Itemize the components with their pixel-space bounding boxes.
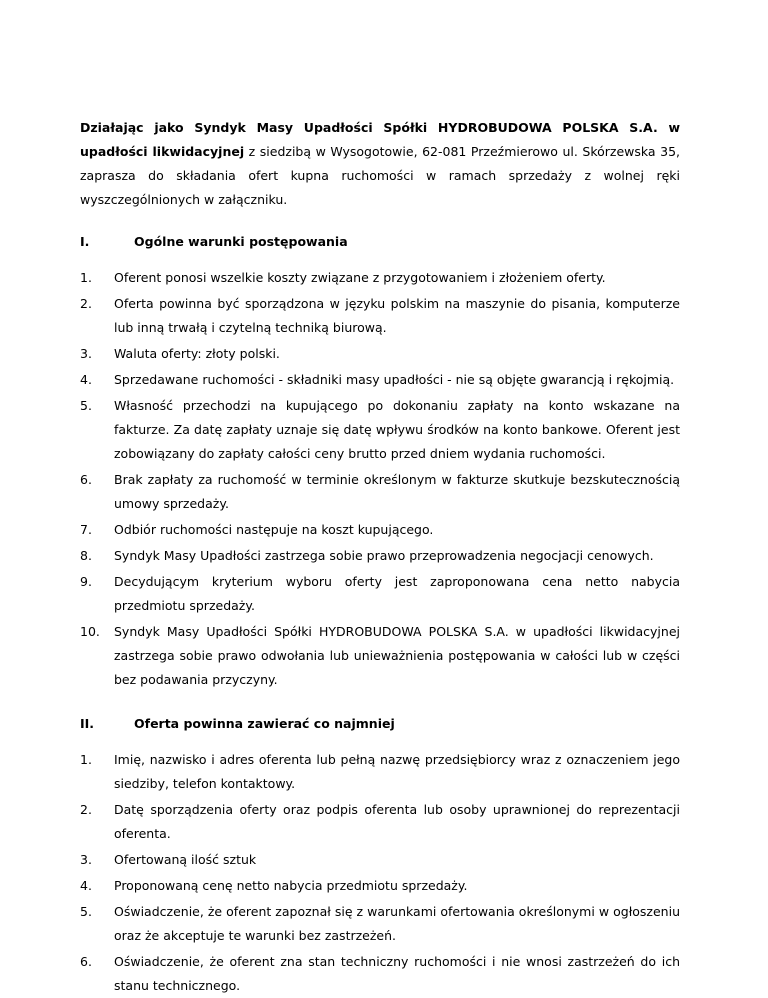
- item-number: 5.: [80, 398, 92, 413]
- list-item: [80, 748, 680, 796]
- item-text: Proponowaną cenę netto nabycia przedmiotu sprzedaży.: [114, 878, 468, 893]
- item-number: 3.: [80, 346, 92, 361]
- section-heading-2: [80, 712, 680, 736]
- list-item: [80, 468, 680, 516]
- list-item: [80, 848, 680, 872]
- list-item: [80, 798, 680, 846]
- item-number: 2.: [80, 296, 92, 311]
- list-item: [80, 292, 680, 340]
- list-item: [80, 950, 680, 998]
- item-number: 5.: [80, 904, 92, 919]
- item-text: Oferta powinna być sporządzona w języku polskim na maszynie do pisania, komputerze lub inną trwałą i czytelną techniką biurową.: [114, 296, 680, 335]
- intro-paragraph: [80, 116, 680, 212]
- list-item: [80, 394, 680, 466]
- list-item: [80, 544, 680, 568]
- item-text: Oferent ponosi wszelkie koszty związane z przygotowaniem i złożeniem oferty.: [114, 270, 606, 285]
- item-text: Sprzedawane ruchomości - składniki masy upadłości - nie są objęte gwarancją i rękojmią.: [114, 372, 675, 387]
- item-text: Imię, nazwisko i adres oferenta lub pełną nazwę przedsiębiorcy wraz z oznaczeniem jego siedziby, telefon kontaktowy.: [114, 752, 680, 791]
- item-number: 4.: [80, 372, 92, 387]
- item-text: Syndyk Masy Upadłości zastrzega sobie prawo przeprowadzenia negocjacji cenowych.: [114, 548, 654, 563]
- item-text: Oświadczenie, że oferent zapoznał się z warunkami ofertowania określonymi w ogłoszeniu oraz że akceptuje te warunki bez zastrzeżeń.: [114, 904, 680, 943]
- item-number: 1.: [80, 270, 92, 285]
- item-number: 1.: [80, 752, 92, 767]
- list-item: [80, 874, 680, 898]
- section-heading-1: [80, 230, 680, 254]
- item-number: 6.: [80, 472, 92, 487]
- item-text: Odbiór ruchomości następuje na koszt kupującego.: [114, 522, 434, 537]
- item-text: Brak zapłaty za ruchomość w terminie określonym w fakturze skutkuje bezskutecznością umowy sprzedaży.: [114, 472, 680, 511]
- list-item: [80, 266, 680, 290]
- section-2-list: [80, 748, 680, 998]
- section-number: I.: [80, 234, 90, 249]
- item-text: Waluta oferty: złoty polski.: [114, 346, 280, 361]
- list-item: [80, 518, 680, 542]
- intro-bold: Działając jako Syndyk Masy Upadłości Spółki HYDROBUDOWA POLSKA S.A. w upadłości likwidacyjnej: [80, 120, 680, 159]
- section-number: II.: [80, 716, 95, 731]
- list-item: [80, 368, 680, 392]
- item-text: Ofertowaną ilość sztuk: [114, 852, 257, 867]
- section-title: Ogólne warunki postępowania: [134, 234, 348, 249]
- section-1-list: [80, 266, 680, 692]
- list-item: [80, 342, 680, 366]
- list-item: [80, 900, 680, 948]
- item-text: Decydującym kryterium wyboru oferty jest zaproponowana cena netto nabycia przedmiotu sprzedaży.: [114, 574, 680, 613]
- section-title: Oferta powinna zawierać co najmniej: [134, 716, 395, 731]
- item-text: Datę sporządzenia oferty oraz podpis oferenta lub osoby uprawnionej do reprezentacji oferenta.: [114, 802, 680, 841]
- item-number: 10.: [80, 624, 100, 639]
- intro-rest: z siedzibą w Wysogotowie, 62-081 Przeźmierowo ul. Skórzewska 35, zaprasza do składania ofert kupna ruchomości w ramach sprzedaży z wolnej ręki wyszczególnionych w załączniku.: [80, 144, 680, 207]
- list-item: [80, 570, 680, 618]
- item-number: 4.: [80, 878, 92, 893]
- item-number: 2.: [80, 802, 92, 817]
- list-item: [80, 620, 680, 692]
- item-number: 7.: [80, 522, 92, 537]
- item-number: 9.: [80, 574, 92, 589]
- item-number: 8.: [80, 548, 92, 563]
- item-text: Własność przechodzi na kupującego po dokonaniu zapłaty na konto wskazane na fakturze. Za datę zapłaty uznaje się datę wpływu środków na konto bankowe. Oferent jest zobowiązany do zapłaty całości ceny brutto przed dniem wydania ruchomości.: [114, 398, 680, 461]
- item-text: Syndyk Masy Upadłości Spółki HYDROBUDOWA POLSKA S.A. w upadłości likwidacyjnej zastrzega sobie prawo odwołania lub unieważnienia postępowania w całości lub w części bez podawania przyczyny.: [114, 624, 680, 687]
- item-text: Oświadczenie, że oferent zna stan techniczny ruchomości i nie wnosi zastrzeżeń do ich stanu technicznego.: [114, 954, 680, 993]
- item-number: 6.: [80, 954, 92, 969]
- item-number: 3.: [80, 852, 92, 867]
